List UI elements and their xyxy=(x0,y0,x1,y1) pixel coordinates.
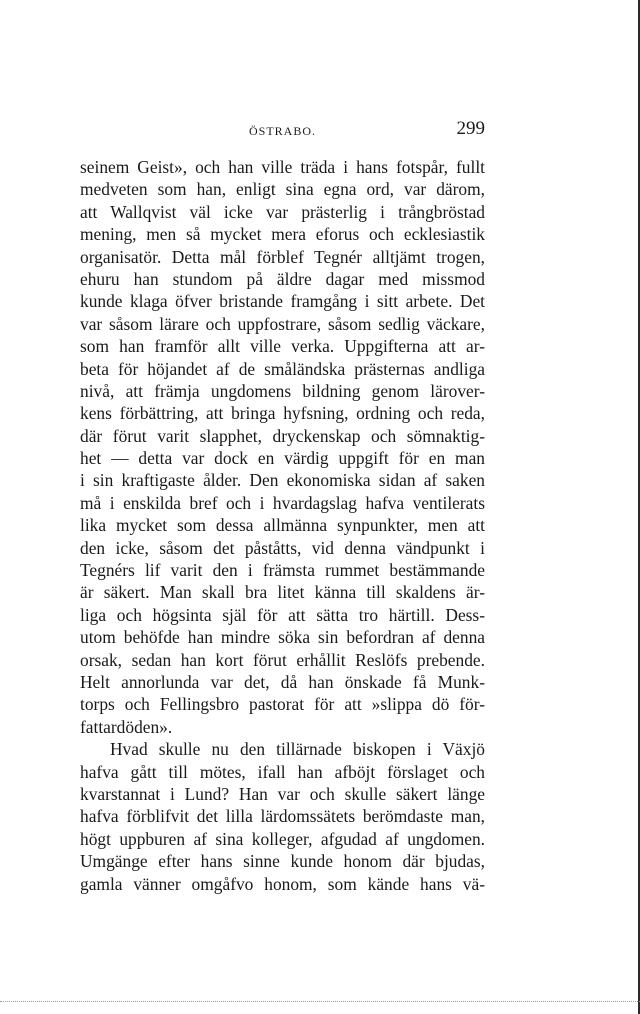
text-line: att Wallqvist väl icke var prästerlig i trångbröstad xyxy=(80,201,485,222)
text-line: var såsom lärare och uppfostrare, såsom sedlig väckare, xyxy=(80,313,485,334)
text-line: som han framför allt ville verka. Uppgifterna att ar- xyxy=(80,336,485,357)
text-line: medveten som han, enligt sina egna ord, var därom, xyxy=(80,179,485,200)
text-line: liga och högsinta själ för att sätta tro härtill. Dess- xyxy=(80,604,485,625)
scan-bottom-edge xyxy=(0,1001,640,1002)
text-line: organisatör. Detta mål förblef Tegnér alltjämt trogen, xyxy=(80,246,485,267)
page-number: 299 xyxy=(456,118,485,139)
text-line: mening, men så mycket mera eforus och ecklesiastik xyxy=(80,224,485,245)
text-line: Tegnérs lif varit den i främsta rummet bestämmande xyxy=(80,560,485,581)
text-line: het — detta var dock en värdig uppgift för en man xyxy=(80,448,485,469)
text-line: utom behöfde han mindre söka sin befordran af denna xyxy=(80,627,485,648)
text-line: seinem Geist», och han ville träda i hans fotspår, fullt xyxy=(80,157,485,177)
text-line: kvarstannat i Lund? Han var och skulle säkert länge xyxy=(80,783,485,804)
text-line: är säkert. Man skall bra litet känna till skaldens är- xyxy=(80,582,485,603)
text-line-paragraph-start: Hvad skulle nu den tillärnade biskopen i Växjö xyxy=(110,739,485,760)
text-line: hafva gått till mötes, ifall han afböjt förslaget och xyxy=(80,761,485,782)
text-line: må i enskilda bref och i hvardagslag hafva ventilerats xyxy=(80,492,485,513)
text-line-paragraph-end: fattardöden». xyxy=(80,716,173,737)
text-line: nivå, att främja ungdomens bildning genom lärover- xyxy=(80,380,485,401)
header-title: ÖSTRABO. xyxy=(248,124,316,138)
text-line: där förut varit slapphet, dryckenskap och sömnaktig- xyxy=(80,425,485,446)
text-line: hafva förblifvit det lilla lärdomssätets berömdaste man, xyxy=(80,806,485,827)
text-line: kunde klaga öfver bristande framgång i sitt arbete. Det xyxy=(80,291,485,312)
text-line: torps och Fellingsbro pastorat för att »slippa dö för- xyxy=(80,694,485,715)
body-text xyxy=(80,156,485,895)
text-line: högt uppburen af sina kolleger, afgudad af ungdomen. xyxy=(80,828,485,849)
text-line: ehuru han stundom på äldre dagar med missmod xyxy=(80,268,485,289)
text-line: lika mycket som dessa allmänna synpunkter, men att xyxy=(80,515,485,536)
running-head xyxy=(80,118,485,142)
text-line: orsak, sedan han kort förut erhållit Reslöfs prebende. xyxy=(80,649,485,670)
text-line: beta för höjandet af de småländska prästernas andliga xyxy=(80,358,485,379)
text-line: den icke, såsom det påståtts, vid denna vändpunkt i xyxy=(80,537,485,558)
text-line: gamla vänner omgåfvo honom, som kände hans vä- xyxy=(80,873,485,894)
text-line: i sin kraftigaste ålder. Den ekonomiska sidan af saken xyxy=(80,470,485,491)
text-line: Helt annorlunda var det, då han önskade få Munk- xyxy=(80,671,485,692)
text-line: kens förbättring, att bringa hyfsning, ordning och reda, xyxy=(80,403,485,424)
text-line: Umgänge efter hans sinne kunde honom där bjudas, xyxy=(80,851,485,872)
